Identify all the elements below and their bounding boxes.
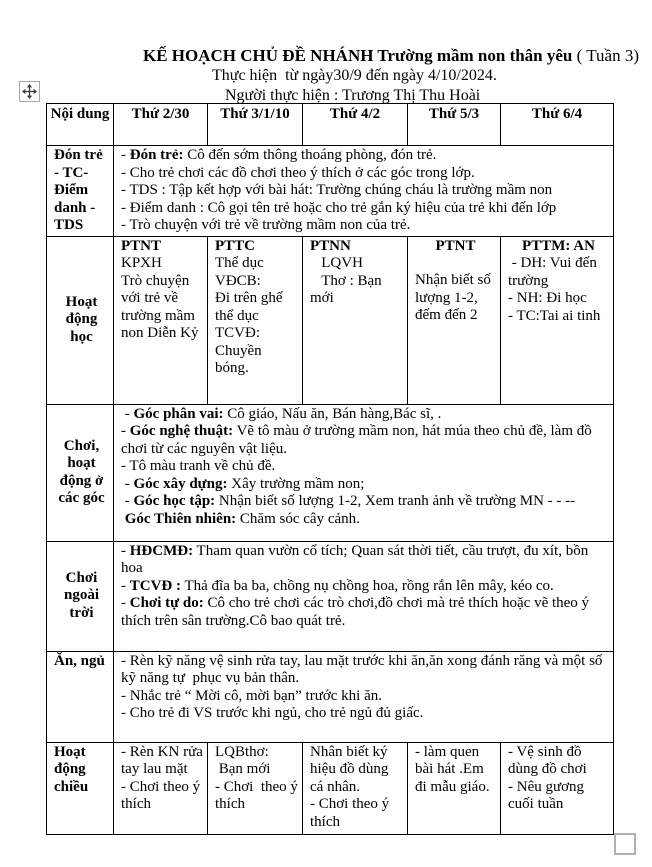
col-header-thu-4[interactable]: Thứ 4/2 <box>303 104 408 146</box>
subtitle-author[interactable]: Người thực hiện : Trương Thị Thu Hoài <box>225 87 481 104</box>
cell-ngoai-troi-content[interactable]: - HĐCMĐ: Tham quan vườn cổ tích; Quan sát thời tiết, cầu trượt, đu xít, bồn hoa - TCVĐ : Thả đĩa ba ba, chồng nụ chồng hoa, rồng rắn lên mây, kéo co. - Chơi tự do: Cô cho trẻ chơi các trò chơi,đồ chơi mà trẻ thích hoặc vẽ theo ý thích trên sân trường.Cô bao quát trẻ. <box>114 541 614 651</box>
move-icon <box>22 84 37 99</box>
row-label-goc[interactable]: Chơi, hoạt động ở các góc <box>47 404 114 541</box>
col-header-noi-dung[interactable]: Nội dung <box>47 104 114 146</box>
row-label-an-ngu[interactable]: Ăn, ngủ <box>47 651 114 742</box>
row-goc <box>47 404 614 541</box>
row-label-ngoai-troi[interactable]: Chơi ngoài trời <box>47 541 114 651</box>
cell-chieu-thu3[interactable]: LQBthơ: Bạn mới - Chơi theo ý thích <box>208 742 303 834</box>
col-header-thu-3[interactable]: Thứ 3/1/10 <box>208 104 303 146</box>
col-header-thu-6[interactable]: Thứ 6/4 <box>501 104 614 146</box>
page-title-main: KẾ HOẠCH CHỦ ĐỀ NHÁNH Trường mầm non thân yêu <box>143 46 573 65</box>
cell-an-ngu-content[interactable]: - Rèn kỹ năng vệ sinh rửa tay, lau mặt trước khi ăn,ăn xong đánh răng và một số kỹ năng tự phục vụ bản thân. - Nhắc trẻ “ Mời cô, mời bạn” trước khi ăn. - Cho trẻ đi VS trước khi ngủ, cho trẻ ngủ đủ giấc. <box>114 651 614 742</box>
row-chieu <box>47 742 614 834</box>
row-label-chieu[interactable]: Hoạt động chiều <box>47 742 114 834</box>
weekly-plan-table <box>46 103 614 835</box>
cell-hoc-thu4[interactable]: PTNN LQVH Thơ : Bạn mới <box>303 236 408 404</box>
cell-chieu-thu5[interactable]: - làm quen bài hát .Em đi mẫu giáo. <box>408 742 501 834</box>
cell-goc-content[interactable]: - Góc phân vai: Cô giáo, Nấu ăn, Bán hàng,Bác sĩ, . - Góc nghệ thuật: Vẽ tô màu ở trường mầm non, hát múa theo chủ đề, làm đồ chơi từ các nguyên vật liệu. - Tô màu tranh về chủ đề. - Góc xây dựng: Xây trường mầm non; - Góc học tập: Nhận biết số lượng 1-2, Xem tranh ảnh về trường MN - - -- Góc Thiên nhiên: Chăm sóc cây cảnh. <box>114 404 614 541</box>
page-title-week: ( Tuần 3) <box>572 46 640 65</box>
page-title[interactable] <box>143 46 639 66</box>
table-move-handle[interactable] <box>19 81 40 102</box>
cell-chieu-thu2[interactable]: - Rèn KN rửa tay lau mặt - Chơi theo ý thích <box>114 742 208 834</box>
col-header-thu-5[interactable]: Thứ 5/3 <box>408 104 501 146</box>
cell-hoc-thu3[interactable]: PTTC Thể dục VĐCB: Đi trên ghế thể dục TCVĐ: Chuyền bóng. <box>208 236 303 404</box>
cell-don-tre-content[interactable]: - Đón trẻ: Cô đến sớm thông thoáng phòng, đón trẻ. - Cho trẻ chơi các đồ chơi theo ý thích ở các góc trong lớp. - TDS : Tập kết hợp với bài hát: Trường chúng cháu là trường mầm non - Điểm danh : Cô gọi tên trẻ hoặc cho trẻ gắn ký hiệu của trẻ khi đến lớp - Trò chuyện với trẻ về trường mầm non của trẻ. <box>114 146 614 237</box>
cell-chieu-thu6[interactable]: - Vệ sinh đồ dùng đồ chơi - Nêu gương cuối tuần <box>501 742 614 834</box>
cell-hoc-thu5[interactable]: PTNT Nhận biết số lượng 1-2, đếm đến 2 <box>408 236 501 404</box>
row-don-tre <box>47 146 614 237</box>
table-resize-handle[interactable] <box>614 833 636 855</box>
row-label-hoat-dong-hoc[interactable]: Hoạt động học <box>47 236 114 404</box>
cell-hoc-thu6[interactable]: PTTM: AN - DH: Vui đến trường - NH: Đi học - TC:Tai ai tinh <box>501 236 614 404</box>
row-ngoai-troi <box>47 541 614 651</box>
cell-chieu-thu4[interactable]: Nhân biết ký hiệu đồ dùng cá nhân. - Chơi theo ý thích <box>303 742 408 834</box>
row-label-don-tre[interactable]: Đón trẻ - TC- Điểm danh - TDS <box>47 146 114 237</box>
cell-hoc-thu2[interactable]: PTNT KPXH Trò chuyện với trẻ về trường mầm non Diễn Kỷ <box>114 236 208 404</box>
subtitle-dates[interactable]: Thực hiện từ ngày30/9 đến ngày 4/10/2024. <box>212 67 497 84</box>
row-hoat-dong-hoc <box>47 236 614 404</box>
row-an-ngu <box>47 651 614 742</box>
table-header-row <box>47 104 614 146</box>
col-header-thu-2[interactable]: Thứ 2/30 <box>114 104 208 146</box>
